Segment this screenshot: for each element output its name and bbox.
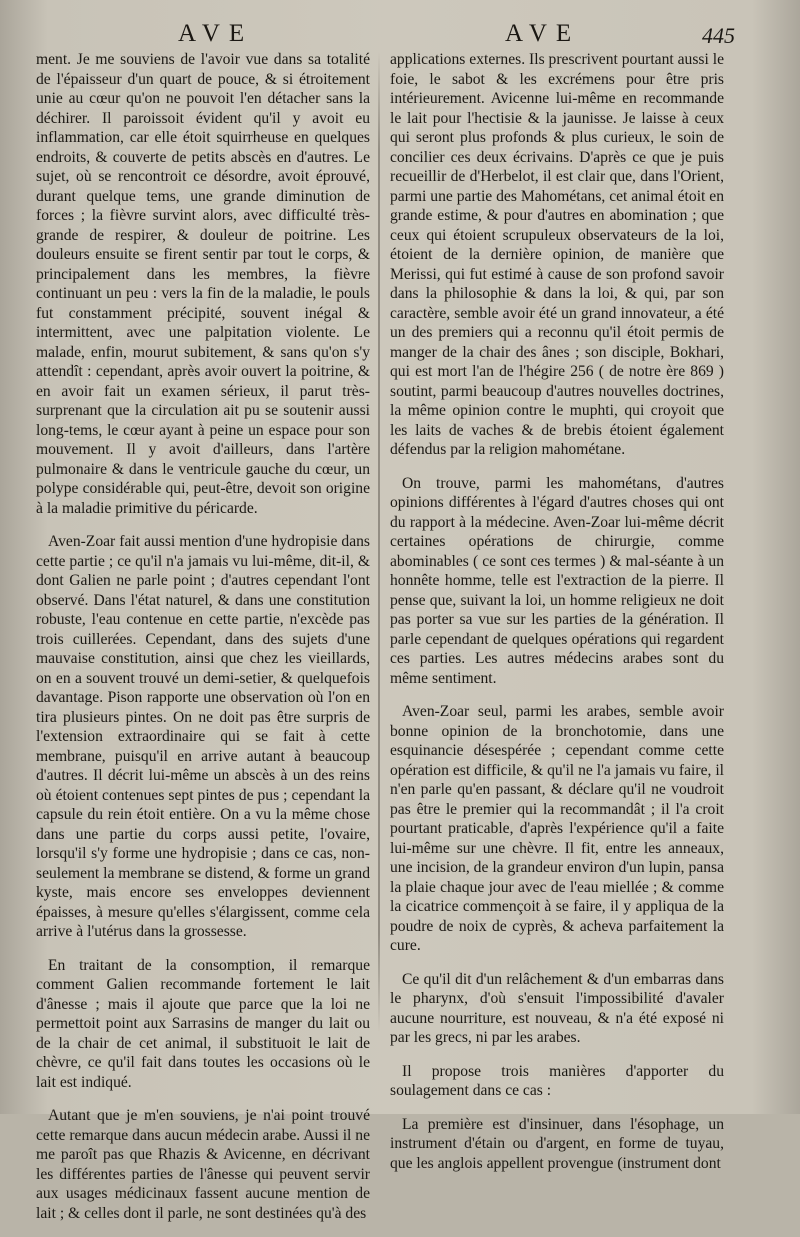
paragraph: Il propose trois manières d'apporter du soulagement dans ce cas : [390,1062,724,1099]
paragraph: Aven-Zoar fait aussi mention d'une hydropisie dans cette partie ; ce qu'il n'a jamais vu lui-même, dit-il, & dont Galien ne parle point ; d'autres cependant l'ont observé. Dans l'état naturel, & dans une constitution robuste, l'eau contenue en cette partie, n'excède pas trois cuillerées. Cependant, dans des sujets d'une mauvaise constitution, ainsi que chez les vieillards, on en a souvent trouvé un demi-setier, & quelquefois davantage. Pison rapporte une observation où l'on en tira plusieurs pintes. On ne doit pas être surpris de l'extension extraordinaire qui se fait à cette membrane, puisqu'il en arrive autant à beaucoup d'autres. Il décrit lui-même un abscès à un des reins où étoient contenues sept pintes de pus ; cependant la capsule du rein étoit entière. On a vu la même chose dans une partie du corps aussi petite, l'ovaire, lorsqu'il s'y forme une hydropisie ; dans ce cas, non-seulement la membrane se distend, & forme un grand kyste, mais encore ses enveloppes deviennent épaisses, à mesure qu'elles s'élargissent, comme cela arrive à l'utérus dans la grossesse. [36,533,370,940]
paragraph: applications externes. Ils prescrivent pourtant aussi le foie, le sabot & les excrémens pour être pris intérieurement. Avicenne lui-même en recommande le lait pour l'hectisie & la jaunisse. Je laisse à ceux qui seront plus profonds & plus curieux, le soin de concilier ces deux écrivains. D'après ce que je puis recueillir de d'Herbelot, il est clair que, dans l'Orient, parmi une partie des Mahométans, cet animal étoit en grande estime, & pour d'autres en abomination ; que ceux qui étoient scrupuleux observateurs de la loi, étoient de la dernière opinion, de manière que Merissi, qui fut estimé à cause de son profond savoir dans la philosophie & dans la loi, & qui, par son caractère, semble avoir été un grand innovateur, a été un des premiers qui a reconnu qu'il étoit permis de manger de la chair des ânes ; son disciple, Bokhari, qui est mort l'an de l'hégire 256 ( de notre ère 869 ) soutint, parmi beaucoup d'autres nouvelles doctrines, la même opinion contre le muphti, qui croyoit que les laits de vaches & de brebis étoient également défendus par la religion mahométane. [390,51,724,458]
running-head-right: AVE [505,20,581,47]
column-divider [378,52,380,1032]
paragraph: En traitant de la consomption, il remarque comment Galien recommande fortement le lait d'ânesse ; mais il ajoute que parce que la loi ne permettoit point aux Sarrasins de manger du lait ou de la chair de cet animal, il substituoit le lait de chèvre, ce qu'il fait dans toutes les occasions où le lait est indiqué. [36,956,370,1091]
paragraph: Aven-Zoar seul, parmi les arabes, semble avoir bonne opinion de la bronchotomie, dans une esquinancie désespérée ; cependant comme cette opération est difficile, & qu'il ne l'a jamais vu faire, il n'en parle qu'en passant, & déclare qu'il ne voudroit pas être le premier qui la recommandât ; il l'a croit pourtant praticable, d'après l'expérience qu'il a faite lui-même sur une chèvre. Il fit, entre les anneaux, une incision, de la grandeur environ d'un lupin, pansa la plaie chaque jour avec de l'eau miellée ; & comme la cicatrice commençoit à se faire, il y appliqua de la poudre de noix de cyprès, & acheva parfaitement la cure. [390,703,724,954]
paragraph: La première est d'insinuer, dans l'ésophage, un instrument d'étain ou d'argent, en forme de tuyau, que les anglois appellent provengue (instrument dont [390,1115,724,1172]
paragraph: ment. Je me souviens de l'avoir vue dans sa totalité de l'épaisseur d'un quart de pouce, & si étroitement unie au cœur qu'on ne pouvoit l'en détacher sans la déchirer. Il paroissoit évident qu'il y avoit eu inflammation, car elle étoit squirrheuse en quelques endroits, & couverte de petits abscès en d'autres. Le sujet, où se rencontroit ce désordre, avoit éprouvé, durant quelque tems, une grande diminution de forces ; la fièvre survint alors, avec difficulté très-grande de respirer, & douleur de poitrine. Les douleurs ensuite se firent sentir par tout le corps, & principalement dans les membres, la fièvre continuant un peu : vers la fin de la maladie, le pouls fut constamment précipité, souvent inégal & intermittent, avec une palpitation violente. Le malade, enfin, mourut subitement, & sans qu'on s'y attendît : cependant, après avoir ouvert la poitrine, & en avoir fait un examen sérieux, il parut très-surprenant que la circulation ait pu se soutenir aussi long-tems, le cœur ayant à peine un espace pour son mouvement. Il y avoit d'ailleurs, dans l'artère pulmonaire & dans le ventricule gauche du cœur, un polype considérable qui, peut-être, devoit son origine à la maladie primitive du péricarde. [36,51,370,517]
running-head-left: AVE [178,20,254,47]
page-number: 445 [702,23,735,48]
paragraph: Autant que je m'en souviens, je n'ai point trouvé cette remarque dans aucun médecin arabe. Aussi il ne me paroît pas que Rhazis & Avicenne, en décrivant les différentes parties de l'ânesse qui peuvent servir aux usages médicinaux fassent aucune mention de lait ; & celles dont il parle, ne sont destinées qu'à des [36,1107,370,1222]
paragraph: Ce qu'il dit d'un relâchement & d'un embarras dans le pharynx, d'où s'ensuit l'impossibilité d'avaler aucune nourriture, est nouveau, & n'a été exposé ni par les grecs, ni par les arabes. [390,970,724,1046]
running-head [0,20,800,52]
paragraph: On trouve, parmi les mahométans, d'autres opinions différentes à l'égard d'autres choses qui ont du rapport à la médecine. Aven-Zoar lui-même décrit certaines opérations de chirurgie, comme abominables ( ce sont ces termes ) & mal-séante à un honnête homme, telle est l'extraction de la pierre. Il pense que, suivant la loi, un homme religieux ne doit pas porter sa vue sur les parties de la génération. Il parle cependant de quelques opérations qui regardent ces parties. Les autres médecins arabes sont du même sentiment. [390,474,724,687]
right-column [390,50,724,1187]
left-column [36,50,370,1237]
